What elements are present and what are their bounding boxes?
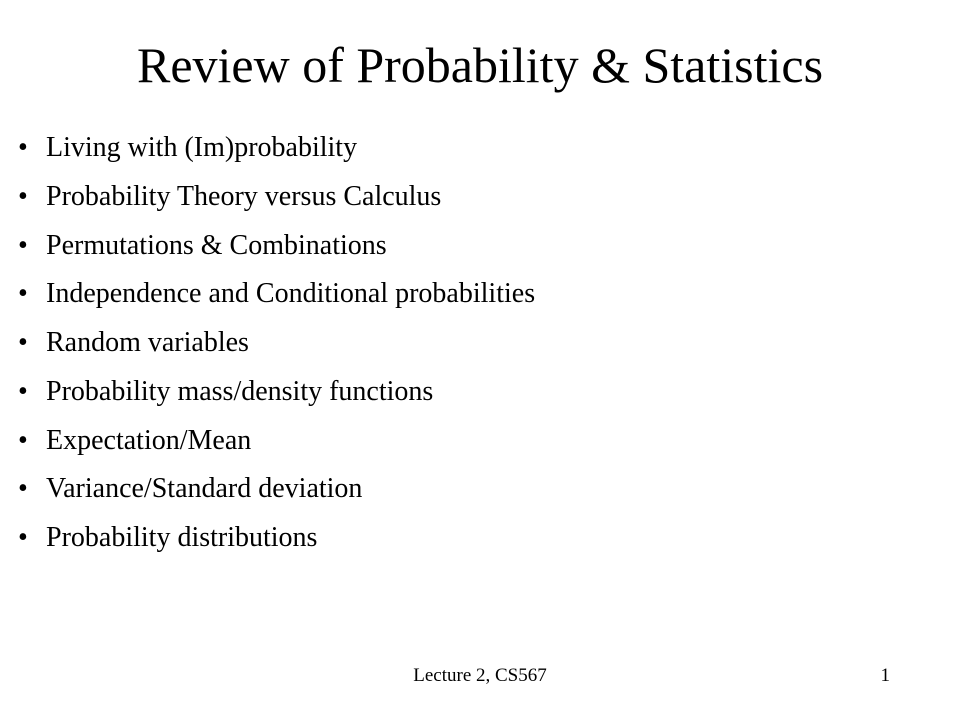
slide-number: 1 xyxy=(880,665,890,686)
bullet-text: Probability distributions xyxy=(46,522,318,553)
bullet-text: Living with (Im)probability xyxy=(46,132,358,163)
bullet-item xyxy=(0,514,960,563)
bullet-item xyxy=(0,124,960,173)
bullet-item xyxy=(0,222,960,271)
bullet-icon: • xyxy=(18,278,28,310)
bullet-icon: • xyxy=(18,132,28,163)
bullet-item xyxy=(0,270,960,319)
bullet-text: Random variables xyxy=(46,327,249,358)
bullet-text: Permutations & Combinations xyxy=(46,229,387,261)
bullet-item xyxy=(0,319,960,368)
bullet-icon: • xyxy=(18,473,28,505)
slide-title: Review of Probability & Statistics xyxy=(136,37,824,93)
bullet-item xyxy=(0,173,960,222)
bullet-text: Probability Theory versus Calculus xyxy=(46,180,442,212)
bullet-item xyxy=(0,368,960,417)
bullet-item xyxy=(0,417,960,466)
bullet-list xyxy=(0,124,960,563)
bullet-icon: • xyxy=(18,229,28,261)
bullet-icon: • xyxy=(18,180,28,212)
bullet-icon: • xyxy=(18,522,28,553)
bullet-icon: • xyxy=(18,375,28,407)
bullet-text: Probability mass/density functions xyxy=(46,375,434,407)
bullet-icon: • xyxy=(18,424,28,456)
bullet-icon: • xyxy=(18,327,28,358)
bullet-text: Variance/Standard deviation xyxy=(46,473,363,505)
slide-footer: Lecture 2, CS567 xyxy=(413,665,547,686)
bullet-item xyxy=(0,465,960,514)
bullet-text: Independence and Conditional probabilities xyxy=(46,278,536,310)
bullet-text: Expectation/Mean xyxy=(46,424,252,456)
